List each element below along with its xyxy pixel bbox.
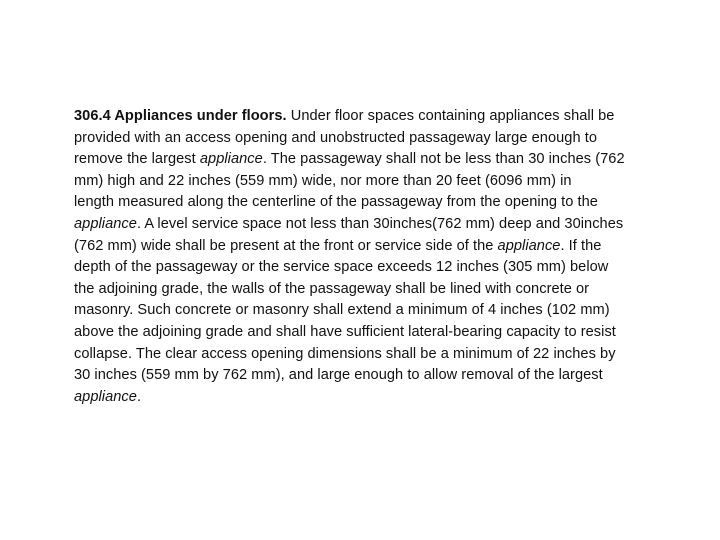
text-line (74, 106, 694, 128)
text-line (74, 365, 694, 387)
text-line (74, 171, 694, 193)
text-run: collapse. The clear access opening dimensions shall be a minimum of 22 inches by (74, 345, 616, 362)
defined-term: appliance (497, 237, 561, 254)
text-run: length measured along the centerline of the passageway from the opening to the (74, 194, 598, 211)
text-line (74, 128, 694, 150)
text-run: (762 mm) wide shall be present at the front or service side of the (74, 237, 498, 254)
text-line (74, 214, 694, 236)
text-line (74, 344, 694, 366)
text-run: . The passageway shall not be less than 30 inches (762 (262, 151, 625, 168)
text-line (74, 257, 694, 279)
text-run: Under floor spaces containing appliances shall be (286, 108, 615, 124)
text-run: provided with an access opening and unobstructed passageway large enough to (74, 129, 597, 146)
text-line (74, 192, 694, 214)
text-run: . If the (560, 237, 602, 254)
defined-term: appliance (199, 151, 263, 168)
text-run: masonry. Such concrete or masonry shall extend a minimum of 4 inches (102 mm) (74, 302, 610, 319)
defined-term: appliance (74, 215, 137, 232)
text-run: remove the largest (74, 151, 200, 168)
text-run: . A level service space not less than 30inches(762 mm) deep and 30inches (136, 215, 624, 232)
text-line (74, 236, 694, 258)
section-heading: 306.4 Appliances under floors. (74, 108, 287, 124)
code-section-306-4 (74, 106, 694, 408)
text-run: depth of the passageway or the service space exceeds 12 inches (305 mm) below (74, 259, 609, 276)
text-line (74, 279, 694, 301)
text-line (74, 322, 694, 344)
text-run: 30 inches (559 mm by 762 mm), and large enough to allow removal of the largest (74, 367, 603, 384)
text-line (74, 149, 694, 171)
defined-term: appliance (74, 388, 137, 405)
text-run: above the adjoining grade and shall have sufficient lateral-bearing capacity to resist (74, 323, 616, 340)
text-run: . (136, 388, 142, 405)
text-line (74, 300, 694, 322)
text-run: mm) high and 22 inches (559 mm) wide, nor more than 20 feet (6096 mm) in (74, 172, 572, 189)
text-line (74, 387, 694, 409)
text-run: the adjoining grade, the walls of the passageway shall be lined with concrete or (74, 280, 590, 297)
